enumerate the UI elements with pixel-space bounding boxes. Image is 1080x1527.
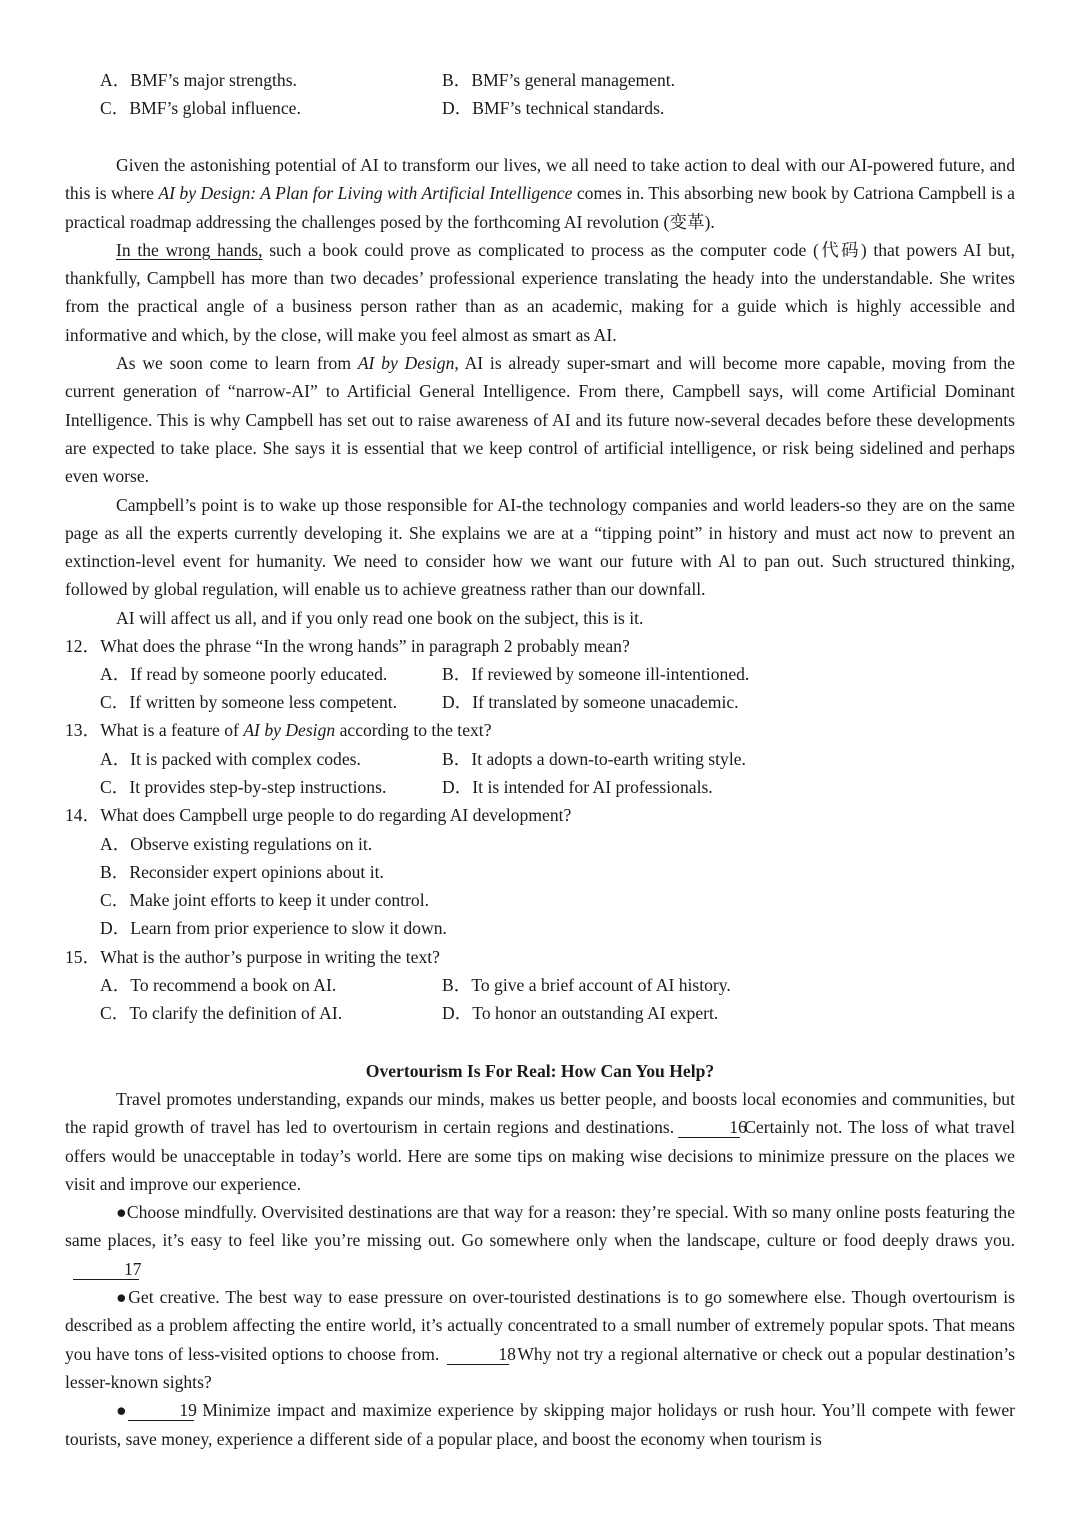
tip-choose-mindfully: ●Choose mindfully. Overvisited destinations are that way for a reason: they’re special. With so many online posts featuring the same places, it’s easy to feel like you’re missing out. Go somewhere only when the landscape, culture or food deeply draws you.17 xyxy=(65,1202,1015,1279)
q14-option-c: C．Make joint efforts to keep it under control. xyxy=(100,890,429,910)
q12-option-a: A．If read by someone poorly educated. xyxy=(100,664,388,684)
passage-text xyxy=(65,151,1015,632)
q15-option-d: D．To honor an outstanding AI expert. xyxy=(442,1003,719,1023)
question-15-stem: 15．What is the author’s purpose in writing the text? xyxy=(65,947,440,967)
q13-option-c: C．It provides step-by-step instructions. xyxy=(100,777,387,797)
question-14-stem: 14．What does Campbell urge people to do regarding AI development? xyxy=(65,805,572,825)
q13-option-a: A．It is packed with complex codes. xyxy=(100,749,361,769)
blank-16: 16 xyxy=(678,1117,740,1138)
q12-option-d: D．If translated by someone unacademic. xyxy=(442,692,739,712)
blank-19: 19 xyxy=(128,1400,194,1421)
q12-option-c: C．If written by someone less competent. xyxy=(100,692,398,712)
paragraph-3: As we soon come to learn from AI by Design, AI is already super-smart and will become more capable, moving from the current generation of “narrow-AI” to Artificial General Intelligence. From there, Campbell says, will come Artificial Dominant Intelligence. This is why Campbell has set out to raise awareness of AI and its future now-several decades before these developments are expected to take place. She says it is essential that we keep control of artificial intelligence, or risk being sidelined and perhaps even worse. xyxy=(65,353,1015,487)
question-13-stem: 13．What is a feature of AI by Design according to the text? xyxy=(65,720,492,740)
blank-18: 18 xyxy=(447,1344,509,1365)
paragraph-2: In the wrong hands, such a book could prove as complicated to process as the computer code (代码) that powers AI but, thankfully, Campbell has more than two decades’ professional experience translating the heady into the understandable. She writes from the practical angle of a business person rather than as an academic, making for a guide which is highly accessible and informative and which, by the close, will make you feel almost as smart as AI. xyxy=(65,239,1015,345)
tip-get-creative: ●Get creative. The best way to ease pressure on over-touristed destinations is to go somewhere else. Though overtourism is described as a problem affecting the entire world, it’s actually concentrated to a small number of extremely popular spots. That means you have tons of less-visited options to choose from. 18Why not try a regional alternative or check out a popular destination’s lesser-known sights? xyxy=(65,1287,1016,1392)
blank-17: 17 xyxy=(73,1259,139,1280)
passage-title: Overtourism Is For Real: How Can You Help? xyxy=(365,1061,715,1081)
tip-timing: ● 19 Minimize impact and maximize experience by skipping major holidays or rush hour. You’ll compete with fewer tourists, save money, experience a different side of a popular place, and boost the economy when tourism is xyxy=(65,1400,1015,1449)
book-title: AI by Design: A Plan for Living with Artificial Intelligence xyxy=(158,183,573,204)
q15-option-b: B．To give a brief account of AI history. xyxy=(442,975,731,995)
q15-option-c: C．To clarify the definition of AI. xyxy=(100,1003,343,1023)
book-title: AI by Design xyxy=(357,353,455,374)
option-d: D．BMF’s technical standards. xyxy=(442,98,665,118)
underlined-phrase: In the wrong hands, xyxy=(116,239,263,260)
q14-option-b: B．Reconsider expert opinions about it. xyxy=(100,862,384,882)
question-12-stem: 12．What does the phrase “In the wrong hands” in paragraph 2 probably mean? xyxy=(65,636,630,656)
q13-option-d: D．It is intended for AI professionals. xyxy=(442,777,713,797)
q12-option-b: B．If reviewed by someone ill-intentioned. xyxy=(442,664,750,684)
option-a: A．BMF’s major strengths. xyxy=(100,70,297,90)
paragraph-4: Campbell’s point is to wake up those responsible for AI-the technology companies and world leaders-so they are on the same page as all the experts currently developing it. She explains we are at a “tipping point” in history and must act now to prevent an extinction-level event for humanity. We need to consider how we want our future with Al to pan out. Such structured thinking, followed by global regulation, will enable us to achieve greatness rather than our downfall. xyxy=(65,494,1015,600)
q14-option-d: D．Learn from prior experience to slow it down. xyxy=(100,918,447,938)
q13-option-b: B．It adopts a down-to-earth writing style. xyxy=(442,749,746,769)
tourism-passage xyxy=(65,1085,1015,1453)
tourism-intro: Travel promotes understanding, expands our minds, makes us better people, and boosts local economies and communities, but the rapid growth of travel has led to overtourism in certain regions and destinations. 16Certainly not. The loss of what travel offers would be unacceptable in today’s world. Here are some tips on making wise decisions to minimize pressure on the places we visit and improve our experience. xyxy=(65,1089,1015,1194)
q15-option-a: A．To recommend a book on AI. xyxy=(100,975,337,995)
option-c: C．BMF’s global influence. xyxy=(100,98,301,118)
option-b: B．BMF’s general management. xyxy=(442,70,676,90)
paragraph-5: AI will affect us all, and if you only read one book on the subject, this is it. xyxy=(116,607,644,628)
q14-option-a: A．Observe existing regulations on it. xyxy=(100,834,373,854)
paragraph-1: Given the astonishing potential of AI to transform our lives, we all need to take action to deal with our AI-powered future, and this is where AI by Design: A Plan for Living with Artificial Intelligence comes in. This absorbing new book by Catriona Campbell is a practical roadmap addressing the challenges posed by the forthcoming AI revolution (变革). xyxy=(65,155,1015,232)
bullet-icon: ● xyxy=(116,1400,129,1421)
